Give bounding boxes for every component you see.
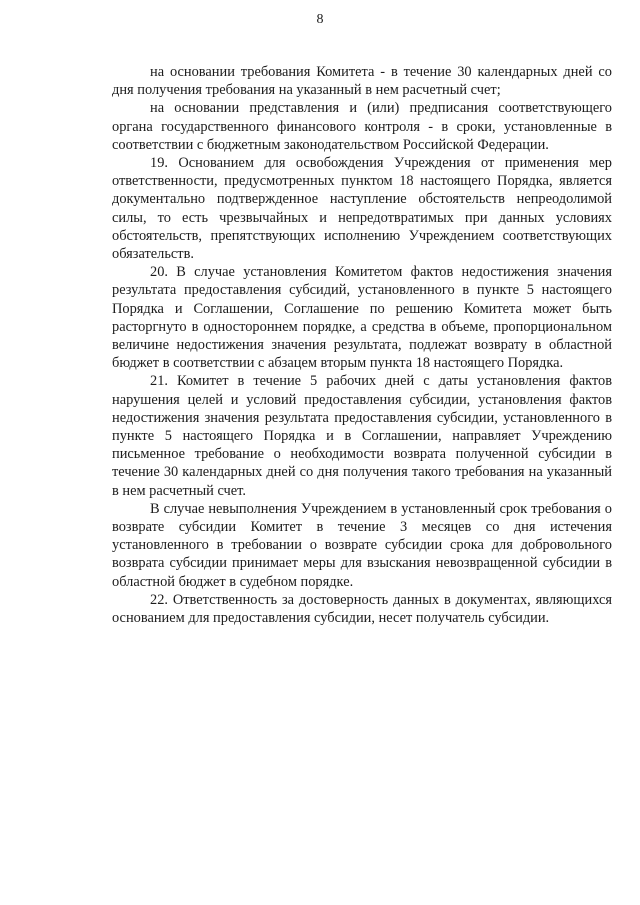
page-number: 8 [316,12,324,27]
paragraph-20-agreement-termination: 20. В случае установления Комитетом фактов недостижения значения результата предоставления субсидий, установленного в пункте 5 настоящего Порядка и Соглашении, Соглашение по решению Комитета может быть расторгнуто в одностороннем порядке, а средства в объеме, пропорциональном величине недостижения значения результата, подлежат возврату в областной бюджет в соответствии с абзацем вторым пункта 18 настоящего Порядка. [112,264,612,372]
paragraph-repayment-on-demand: на основании требования Комитета - в течение 30 календарных дней со дня получения требования на указанный в нем расчетный счет; [112,64,612,99]
document-body [112,63,612,627]
paragraph-19-force-majeure: 19. Основанием для освобождения Учреждения от применения мер ответственности, предусмотренных пунктом 18 настоящего Порядка, является документально подтвержденное наступление обстоятельств непреодолимой силы, то есть чрезвычайных и непредотвратимых при данных условиях обстоятельств, препятствующих исполнению Учреждением соответствующих обязательств. [112,155,612,263]
paragraph-21-repayment-demand: 21. Комитет в течение 5 рабочих дней с даты установления фактов нарушения целей и условий предоставления субсидии, установления фактов недостижения значения результата предоставления субсидии, установленного в пункте 5 настоящего Порядка и в Соглашении, направляет Учреждению письменное требование о необходимости возврата полученной субсидии в течение 30 календарных дней со дня получения такого требования на указанный в нем расчетный счет. [112,373,612,499]
paragraph-21-judicial-recovery: В случае невыполнения Учреждением в установленный срок требования о возврате субсидии Комитет в течение 3 месяцев со дня истечения установленного в требовании о возврате субсидии срока для добровольного возврата субсидии принимает меры для взыскания невозвращенной субсидии в областной бюджет в судебном порядке. [112,500,612,590]
paragraph-repayment-on-inspection: на основании представления и (или) предписания соответствующего органа государственного финансового контроля - в сроки, установленные в соответствии с бюджетным законодательством Российской Федерации. [112,100,612,153]
paragraph-22-responsibility: 22. Ответственность за достоверность данных в документах, являющихся основанием для предоставления субсидии, несет получатель субсидии. [112,591,612,627]
